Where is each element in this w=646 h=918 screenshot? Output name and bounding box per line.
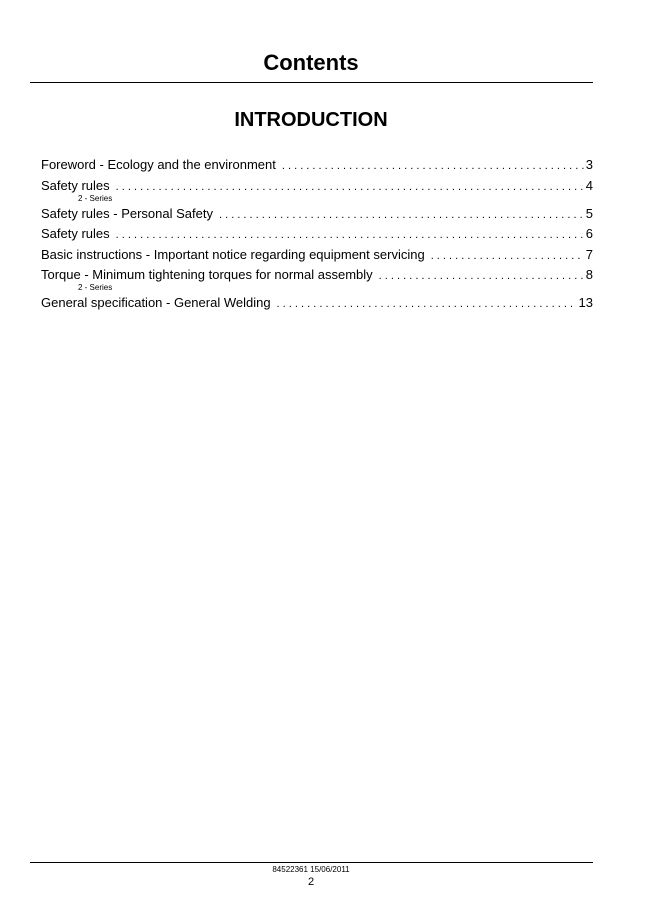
- header-divider: [30, 82, 593, 83]
- footer-divider: [30, 862, 593, 863]
- toc-entry-title: General specification - General Welding: [41, 295, 271, 310]
- page-title: Contents: [263, 50, 359, 75]
- toc-entry-page: 4: [585, 177, 593, 193]
- toc-entry-title: Foreword - Ecology and the environment: [41, 157, 276, 172]
- toc-entry[interactable]: [41, 267, 593, 284]
- toc-entry-page: 6: [585, 226, 593, 241]
- footer-document-reference: 84522361 15/06/2011: [272, 865, 350, 874]
- section-heading: INTRODUCTION: [234, 109, 388, 131]
- toc-entry[interactable]: [41, 178, 593, 195]
- toc-entry-page: 3: [585, 157, 593, 172]
- toc-entry[interactable]: [41, 206, 593, 223]
- toc-entry-title: Safety rules - Personal Safety: [41, 205, 213, 221]
- toc-entry-title: Safety rules: [41, 177, 110, 193]
- toc-entry-subtitle: 2 - Series: [78, 283, 113, 292]
- toc-dot-leader: [277, 296, 577, 312]
- toc-entry-page: 5: [585, 205, 593, 221]
- table-of-contents: [41, 157, 593, 316]
- toc-entry-page: 8: [585, 267, 593, 282]
- toc-dot-leader: [282, 158, 584, 174]
- toc-entry[interactable]: [41, 226, 593, 243]
- toc-entry-title: Safety rules: [41, 226, 110, 241]
- toc-entry-page: 13: [578, 295, 593, 310]
- toc-entry-title: Torque - Minimum tightening torques for normal assembly: [41, 267, 373, 282]
- toc-entry-subtitle: 2 - Series: [78, 193, 113, 203]
- toc-dot-leader: [116, 227, 584, 243]
- toc-entry[interactable]: [41, 157, 593, 174]
- toc-dot-leader: [116, 179, 584, 195]
- toc-dot-leader: [379, 268, 584, 284]
- footer-page-number: 2: [307, 876, 315, 888]
- toc-entry-title: Basic instructions - Important notice regarding equipment servicing: [41, 246, 425, 262]
- toc-entry[interactable]: [41, 247, 593, 264]
- toc-entry-page: 7: [585, 246, 593, 262]
- toc-entry[interactable]: [41, 295, 593, 312]
- toc-dot-leader: [219, 207, 584, 223]
- toc-dot-leader: [431, 248, 584, 264]
